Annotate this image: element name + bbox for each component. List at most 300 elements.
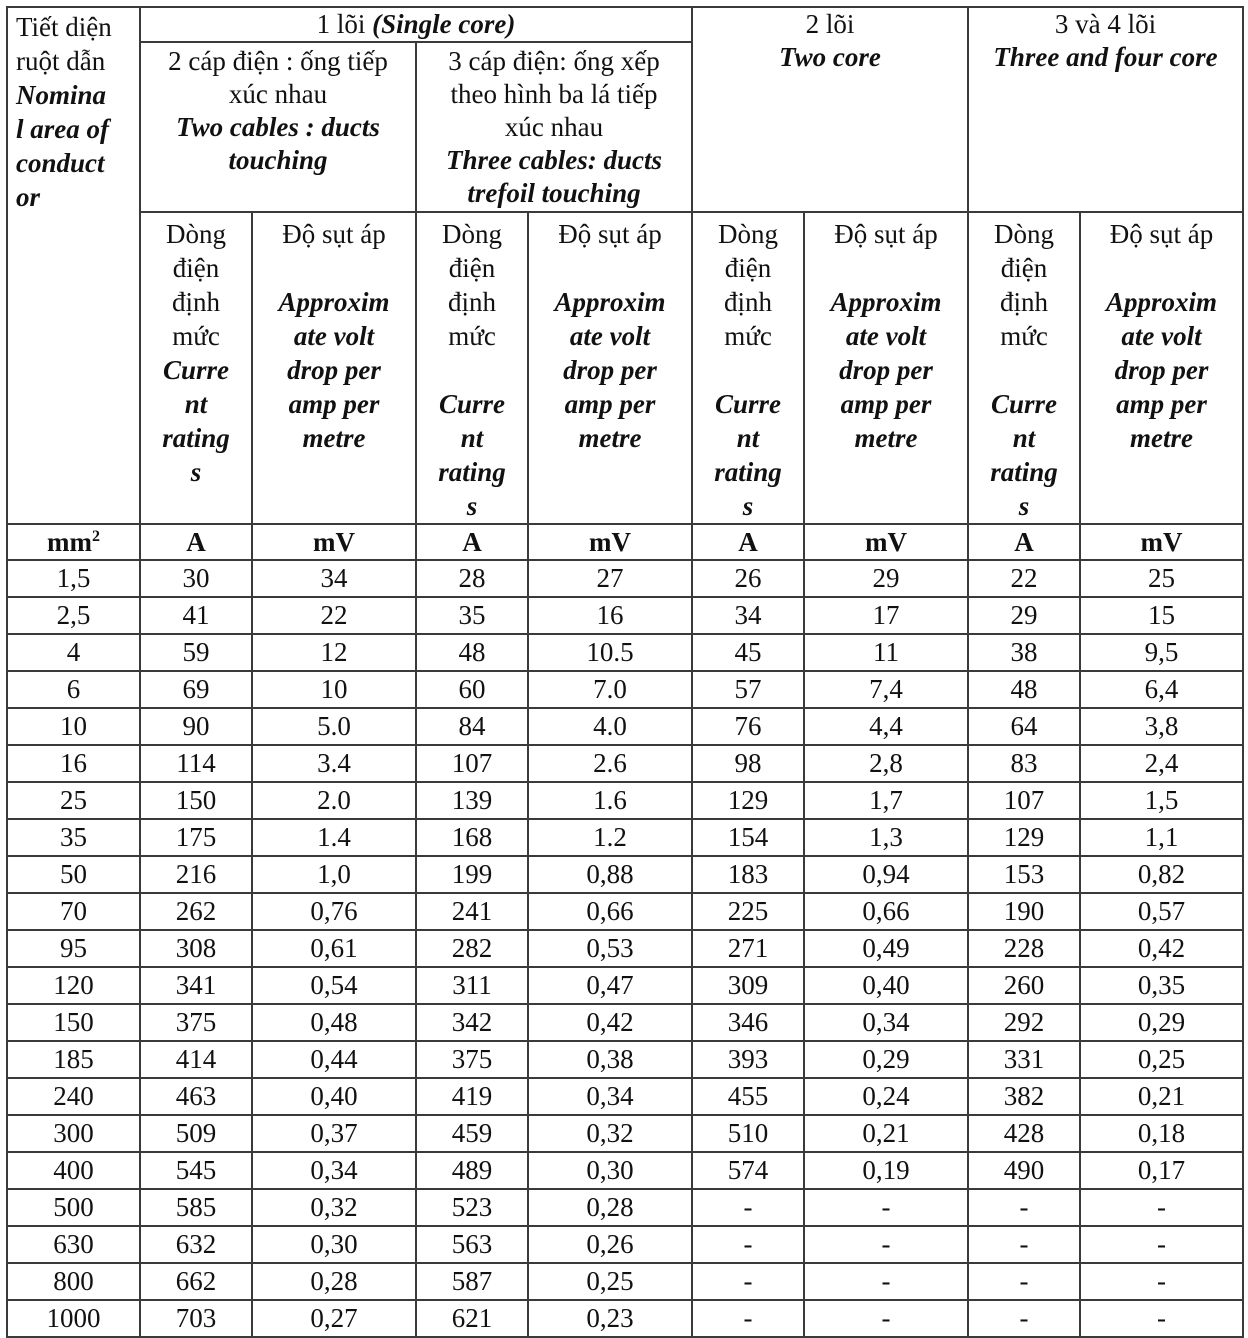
header-current-rating	[692, 212, 804, 524]
cell-volt: 3.4	[252, 745, 416, 782]
cell-volt: -	[804, 1263, 968, 1300]
col-en: Curre	[162, 355, 230, 385]
col-en: rating	[714, 457, 782, 487]
cell-volt: 0,30	[252, 1226, 416, 1263]
unit-volt: mV	[528, 524, 692, 560]
col-vi: định	[723, 287, 772, 317]
col-en: drop per	[1114, 355, 1209, 385]
cell-area: 120	[7, 967, 140, 1004]
cell-volt: 0,21	[1080, 1078, 1243, 1115]
cell-volt: 0,48	[252, 1004, 416, 1041]
header-text: Tiết diện	[16, 12, 112, 42]
col-vi: Dòng	[166, 219, 226, 249]
cell-current: -	[692, 1189, 804, 1226]
col-en: nt	[460, 423, 484, 453]
header-volt-drop	[252, 212, 416, 524]
header-current-rating	[968, 212, 1080, 524]
cell-current: 545	[140, 1152, 252, 1189]
cell-area: 2,5	[7, 597, 140, 634]
cell-volt: 0,76	[252, 893, 416, 930]
col-en: drop per	[287, 355, 381, 385]
table-row	[7, 671, 1243, 708]
cell-current: 292	[968, 1004, 1080, 1041]
table-row	[7, 708, 1243, 745]
table-row	[7, 1226, 1243, 1263]
col-en: s	[742, 491, 754, 521]
cell-current: 574	[692, 1152, 804, 1189]
cell-current: 271	[692, 930, 804, 967]
cell-current: 419	[416, 1078, 528, 1115]
cell-volt: 0,27	[252, 1300, 416, 1337]
cell-current: 489	[416, 1152, 528, 1189]
cell-current: 83	[968, 745, 1080, 782]
group-vi: 2 lõi	[805, 9, 855, 39]
header-text: ruột dẫn	[16, 46, 106, 76]
cell-current: -	[692, 1300, 804, 1337]
unit-volt: mV	[1080, 524, 1243, 560]
cell-volt: 0,24	[804, 1078, 968, 1115]
cell-current: 60	[416, 671, 528, 708]
unit-volt: mV	[804, 524, 968, 560]
col-en: metre	[578, 423, 642, 453]
header-nominal-area	[7, 7, 140, 524]
cell-volt: 12	[252, 634, 416, 671]
unit-current: A	[140, 524, 252, 560]
header-two-cables-touching	[140, 42, 416, 212]
sub-en: Three cables: ducts	[446, 145, 662, 175]
col-vi: điện	[1000, 253, 1048, 283]
cell-volt: 0,66	[804, 893, 968, 930]
cell-volt: 11	[804, 634, 968, 671]
col-vi: Dòng	[994, 219, 1055, 249]
col-en: s	[466, 491, 478, 521]
table-row	[7, 930, 1243, 967]
header-current-rating	[140, 212, 252, 524]
col-en: Curre	[714, 389, 782, 419]
col-en: ate volt	[569, 321, 651, 351]
cell-current: 114	[140, 745, 252, 782]
header-text: or	[16, 182, 41, 212]
col-vi: mức	[172, 321, 220, 351]
cell-volt: 7.0	[528, 671, 692, 708]
cell-area: 10	[7, 708, 140, 745]
unit-superscript: 2	[91, 527, 100, 545]
cell-area: 6	[7, 671, 140, 708]
cell-volt: -	[1080, 1226, 1243, 1263]
header-group-two-core	[692, 7, 968, 212]
sub-en: touching	[228, 145, 328, 175]
col-vi: mức	[1000, 321, 1048, 351]
col-en: nt	[184, 389, 208, 419]
cell-current: 129	[968, 819, 1080, 856]
cell-volt: 22	[252, 597, 416, 634]
table-row	[7, 782, 1243, 819]
col-en: amp per	[564, 389, 656, 419]
cell-current: 30	[140, 560, 252, 597]
cell-volt: 10	[252, 671, 416, 708]
cell-current: 241	[416, 893, 528, 930]
cell-area: 1000	[7, 1300, 140, 1337]
col-vi: Độ sụt áp	[834, 219, 938, 249]
cell-volt: 0,88	[528, 856, 692, 893]
cell-area: 800	[7, 1263, 140, 1300]
cell-volt: 0,34	[528, 1078, 692, 1115]
col-en: amp per	[840, 389, 932, 419]
cell-volt: 1,3	[804, 819, 968, 856]
cell-current: 107	[968, 782, 1080, 819]
table-row	[7, 1300, 1243, 1337]
unit-current: A	[692, 524, 804, 560]
cell-current: 632	[140, 1226, 252, 1263]
col-en: metre	[854, 423, 918, 453]
cell-volt: 1,0	[252, 856, 416, 893]
col-en: Approxim	[278, 287, 390, 317]
cell-volt: 4,4	[804, 708, 968, 745]
cell-current: 382	[968, 1078, 1080, 1115]
table-row	[7, 819, 1243, 856]
cell-current: 28	[416, 560, 528, 597]
col-vi: định	[1000, 287, 1049, 317]
cell-current: 523	[416, 1189, 528, 1226]
cell-current: -	[968, 1263, 1080, 1300]
cell-volt: 0,25	[528, 1263, 692, 1300]
cell-current: 57	[692, 671, 804, 708]
cell-volt: 1,1	[1080, 819, 1243, 856]
col-en: metre	[1130, 423, 1193, 453]
table-body	[7, 560, 1243, 1337]
cell-volt: -	[1080, 1300, 1243, 1337]
cell-area: 95	[7, 930, 140, 967]
group-vi: 3 và 4 lõi	[1054, 9, 1157, 39]
table-row	[7, 967, 1243, 1004]
cell-current: 490	[968, 1152, 1080, 1189]
group-en: Three and four core	[993, 42, 1218, 72]
cell-current: 183	[692, 856, 804, 893]
cell-volt: 27	[528, 560, 692, 597]
unit-current: A	[968, 524, 1080, 560]
cell-current: 107	[416, 745, 528, 782]
cell-current: 34	[692, 597, 804, 634]
cell-volt: 0,49	[804, 930, 968, 967]
cell-area: 300	[7, 1115, 140, 1152]
units-row	[7, 524, 1243, 560]
cell-area: 25	[7, 782, 140, 819]
cell-current: 199	[416, 856, 528, 893]
cell-volt: -	[1080, 1189, 1243, 1226]
cable-rating-table	[6, 6, 1244, 1338]
cell-current: 45	[692, 634, 804, 671]
cell-current: 154	[692, 819, 804, 856]
col-en: amp per	[1116, 389, 1207, 419]
cell-volt: 0,32	[252, 1189, 416, 1226]
sub-en: Two cables : ducts	[176, 112, 380, 142]
col-en: drop per	[839, 355, 933, 385]
cell-current: 393	[692, 1041, 804, 1078]
cell-volt: 0,30	[528, 1152, 692, 1189]
cell-volt: 0,34	[804, 1004, 968, 1041]
cell-volt: 6,4	[1080, 671, 1243, 708]
unit-area	[7, 524, 140, 560]
table-row	[7, 1041, 1243, 1078]
cell-volt: 15	[1080, 597, 1243, 634]
cell-volt: 0,23	[528, 1300, 692, 1337]
col-vi: mức	[724, 321, 772, 351]
cell-volt: 0,42	[528, 1004, 692, 1041]
cell-current: 375	[140, 1004, 252, 1041]
cell-current: 308	[140, 930, 252, 967]
cell-volt: 29	[804, 560, 968, 597]
cell-volt: 2,4	[1080, 745, 1243, 782]
unit-text: mm	[47, 526, 92, 557]
sub-vi: theo hình ba lá tiếp	[450, 79, 658, 109]
header-group-single-core	[140, 7, 692, 42]
cell-volt: 1,5	[1080, 782, 1243, 819]
cell-current: 38	[968, 634, 1080, 671]
cell-volt: 0,94	[804, 856, 968, 893]
cell-volt: 0,28	[252, 1263, 416, 1300]
cell-area: 500	[7, 1189, 140, 1226]
cell-volt: 0,25	[1080, 1041, 1243, 1078]
cell-volt: 1.4	[252, 819, 416, 856]
cell-volt: 1.6	[528, 782, 692, 819]
table-row	[7, 634, 1243, 671]
col-en: ate volt	[293, 321, 375, 351]
cell-current: 59	[140, 634, 252, 671]
cell-area: 16	[7, 745, 140, 782]
table-row	[7, 560, 1243, 597]
header-text: conduct	[16, 148, 105, 178]
table-row	[7, 597, 1243, 634]
header-volt-drop	[1080, 212, 1243, 524]
col-vi: điện	[172, 253, 220, 283]
col-en: rating	[438, 457, 506, 487]
sub-vi: 3 cáp điện: ống xếp	[448, 46, 660, 76]
unit-current: A	[416, 524, 528, 560]
col-vi: Độ sụt áp	[1109, 219, 1214, 249]
col-vi: định	[171, 287, 220, 317]
col-vi: Dòng	[718, 219, 778, 249]
cell-current: 262	[140, 893, 252, 930]
cell-current: 228	[968, 930, 1080, 967]
header-group-three-four-core	[968, 7, 1243, 212]
col-en: nt	[736, 423, 760, 453]
table-row	[7, 1263, 1243, 1300]
table-row	[7, 1115, 1243, 1152]
cell-volt: 0,32	[528, 1115, 692, 1152]
cell-volt: 0,82	[1080, 856, 1243, 893]
cell-current: 342	[416, 1004, 528, 1041]
table-row	[7, 1004, 1243, 1041]
cell-current: 331	[968, 1041, 1080, 1078]
cell-current: 139	[416, 782, 528, 819]
cell-current: 662	[140, 1263, 252, 1300]
col-en: Curre	[438, 389, 506, 419]
cell-volt: 2.0	[252, 782, 416, 819]
cell-current: 98	[692, 745, 804, 782]
cell-volt: 0,28	[528, 1189, 692, 1226]
cell-current: 703	[140, 1300, 252, 1337]
col-en: nt	[1012, 423, 1036, 453]
cell-volt: 0,19	[804, 1152, 968, 1189]
group-en: (Single core)	[372, 9, 516, 39]
cell-current: 76	[692, 708, 804, 745]
cell-current: 153	[968, 856, 1080, 893]
col-en: rating	[162, 423, 230, 453]
cell-current: 414	[140, 1041, 252, 1078]
cell-volt: 0,37	[252, 1115, 416, 1152]
table-row	[7, 893, 1243, 930]
col-en: metre	[302, 423, 366, 453]
cell-current: 509	[140, 1115, 252, 1152]
cell-volt: 0,34	[252, 1152, 416, 1189]
cell-volt: 2.6	[528, 745, 692, 782]
group-vi: 1 lõi	[316, 9, 373, 39]
cell-current: -	[692, 1263, 804, 1300]
cell-current: 428	[968, 1115, 1080, 1152]
cell-volt: 7,4	[804, 671, 968, 708]
cell-volt: 0,35	[1080, 967, 1243, 1004]
col-vi: điện	[448, 253, 496, 283]
cell-current: 341	[140, 967, 252, 1004]
cell-current: 455	[692, 1078, 804, 1115]
col-en: Approxim	[830, 287, 942, 317]
cell-current: 64	[968, 708, 1080, 745]
cell-area: 150	[7, 1004, 140, 1041]
header-current-rating	[416, 212, 528, 524]
col-en: drop per	[563, 355, 657, 385]
cell-area: 630	[7, 1226, 140, 1263]
cell-volt: 10.5	[528, 634, 692, 671]
cell-current: 563	[416, 1226, 528, 1263]
cell-volt: 0,47	[528, 967, 692, 1004]
unit-volt: mV	[252, 524, 416, 560]
cell-volt: 0,53	[528, 930, 692, 967]
sub-vi: xúc nhau	[504, 112, 604, 142]
col-vi: mức	[448, 321, 496, 351]
col-vi: Dòng	[442, 219, 502, 249]
cell-volt: 4.0	[528, 708, 692, 745]
cell-volt: 0,21	[804, 1115, 968, 1152]
col-en: Approxim	[1106, 287, 1218, 317]
cell-volt: 0,42	[1080, 930, 1243, 967]
cell-volt: 0,26	[528, 1226, 692, 1263]
cell-volt: 0,29	[1080, 1004, 1243, 1041]
cell-current: 129	[692, 782, 804, 819]
cell-current: 510	[692, 1115, 804, 1152]
cell-current: -	[968, 1300, 1080, 1337]
cell-current: 585	[140, 1189, 252, 1226]
cell-volt: -	[804, 1189, 968, 1226]
cell-current: 69	[140, 671, 252, 708]
table-row	[7, 745, 1243, 782]
cell-volt: 16	[528, 597, 692, 634]
cell-volt: 9,5	[1080, 634, 1243, 671]
cell-volt: 0,54	[252, 967, 416, 1004]
cell-volt: 0,57	[1080, 893, 1243, 930]
cell-volt: 1.2	[528, 819, 692, 856]
cell-volt: 0,40	[252, 1078, 416, 1115]
cell-current: 22	[968, 560, 1080, 597]
cell-current: -	[968, 1226, 1080, 1263]
cell-current: 216	[140, 856, 252, 893]
cell-current: 150	[140, 782, 252, 819]
cell-current: -	[968, 1189, 1080, 1226]
cell-volt: 0,61	[252, 930, 416, 967]
col-en: rating	[990, 457, 1058, 487]
cell-area: 1,5	[7, 560, 140, 597]
cell-current: 309	[692, 967, 804, 1004]
col-en: Curre	[991, 389, 1058, 419]
cell-volt: 3,8	[1080, 708, 1243, 745]
table-row	[7, 1189, 1243, 1226]
cell-current: 35	[416, 597, 528, 634]
sub-en: trefoil touching	[467, 178, 641, 208]
cell-current: 175	[140, 819, 252, 856]
cell-current: 463	[140, 1078, 252, 1115]
col-vi: định	[447, 287, 496, 317]
col-vi: điện	[724, 253, 772, 283]
col-en: s	[190, 457, 202, 487]
cell-volt: 0,38	[528, 1041, 692, 1078]
cell-area: 50	[7, 856, 140, 893]
header-volt-drop	[528, 212, 692, 524]
cell-current: 41	[140, 597, 252, 634]
table-row	[7, 856, 1243, 893]
table-row	[7, 1078, 1243, 1115]
cell-volt: 17	[804, 597, 968, 634]
cell-current: 48	[416, 634, 528, 671]
cell-current: 225	[692, 893, 804, 930]
col-en: s	[1018, 491, 1030, 521]
cell-volt: -	[1080, 1263, 1243, 1300]
col-en: amp per	[288, 389, 380, 419]
cell-area: 185	[7, 1041, 140, 1078]
sub-vi: 2 cáp điện : ống tiếp	[168, 46, 388, 76]
header-text: Nomina	[16, 80, 107, 110]
cell-current: 48	[968, 671, 1080, 708]
col-vi: Độ sụt áp	[558, 219, 662, 249]
cell-volt: 0,18	[1080, 1115, 1243, 1152]
cell-current: 29	[968, 597, 1080, 634]
header-volt-drop	[804, 212, 968, 524]
cell-volt: 5.0	[252, 708, 416, 745]
cell-current: 190	[968, 893, 1080, 930]
cell-current: 621	[416, 1300, 528, 1337]
group-en: Two core	[779, 42, 881, 72]
cell-area: 240	[7, 1078, 140, 1115]
header-text: l area of	[16, 114, 109, 144]
cell-current: 311	[416, 967, 528, 1004]
cell-volt: -	[804, 1226, 968, 1263]
cell-area: 400	[7, 1152, 140, 1189]
cell-current: 90	[140, 708, 252, 745]
cell-volt: 25	[1080, 560, 1243, 597]
cell-volt: 0,29	[804, 1041, 968, 1078]
col-en: Approxim	[554, 287, 666, 317]
cell-current: 587	[416, 1263, 528, 1300]
sub-vi: xúc nhau	[228, 79, 328, 109]
cell-current: 26	[692, 560, 804, 597]
cell-area: 35	[7, 819, 140, 856]
cell-volt: 34	[252, 560, 416, 597]
cell-current: 282	[416, 930, 528, 967]
cell-volt: 0,44	[252, 1041, 416, 1078]
cell-volt: 2,8	[804, 745, 968, 782]
cell-current: 84	[416, 708, 528, 745]
cell-current: -	[692, 1226, 804, 1263]
cell-volt: -	[804, 1300, 968, 1337]
cell-current: 168	[416, 819, 528, 856]
